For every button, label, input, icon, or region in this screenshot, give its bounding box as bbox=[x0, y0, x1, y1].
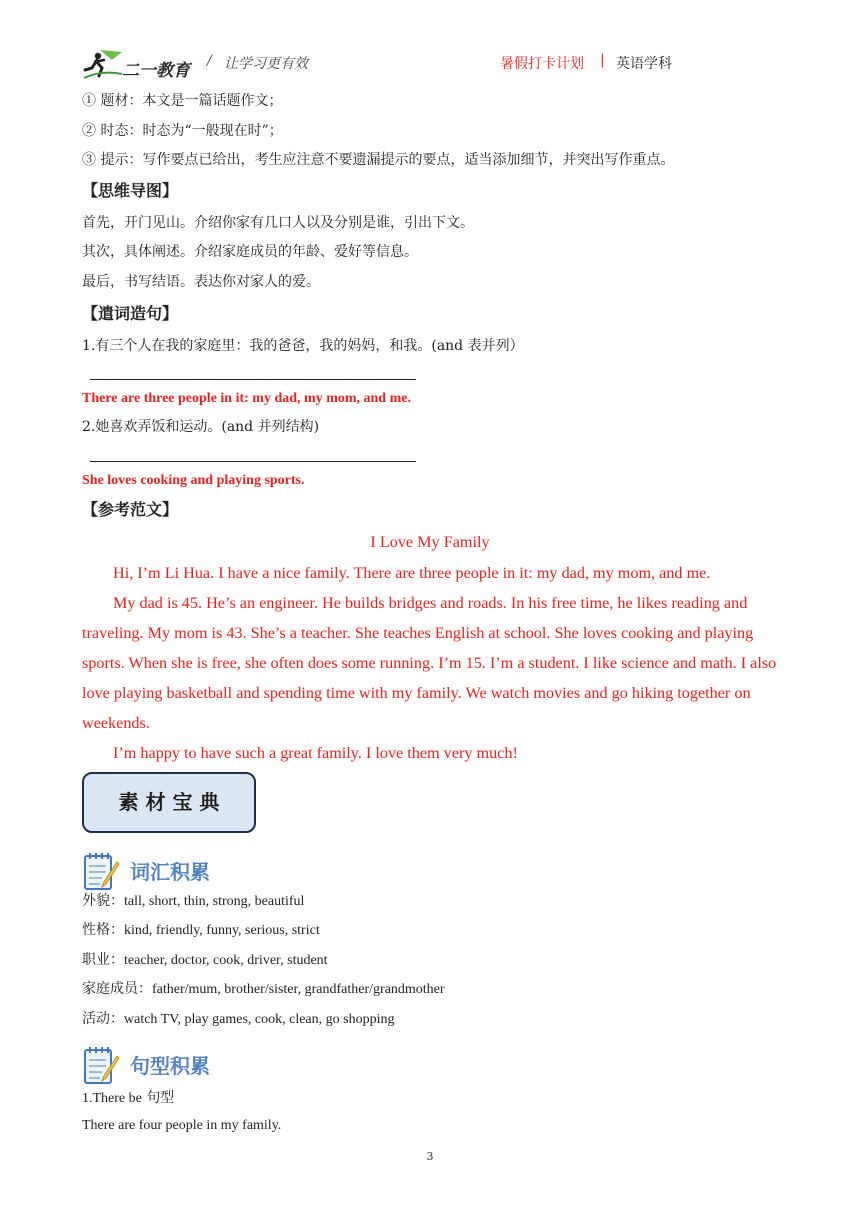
header-divider: | bbox=[600, 52, 605, 68]
note-topic: ① 题材：本文是一篇话题作文； bbox=[82, 93, 283, 109]
page-number: 3 bbox=[426, 1150, 434, 1163]
essay-paragraph: My dad is 45. He’s an engineer. He builds bridges and roads. In his free time, he likes reading and traveling. My mom is 43. She’s a teacher. She teaches English at school. She loves cooking and playing sports. When she is free, she often does some running. I’m 15. I’m a student. I like science and math. I also love playing basketball and spending time with my family. We watch movies and go hiking together on weekends. bbox=[82, 594, 777, 732]
header-plan: 暑假打卡计划 bbox=[500, 56, 584, 72]
answer-blank bbox=[90, 461, 416, 462]
pattern-example: There are four people in my family. bbox=[82, 1118, 282, 1133]
note-hint: ③ 提示：写作要点已给出，考生应注意不要遗漏提示的要点，适当添加细节，并突出写作重点。 bbox=[82, 152, 675, 168]
mind-map-heading: 【思维导图】 bbox=[82, 181, 179, 200]
vocab-row bbox=[82, 951, 328, 970]
vocabulary-heading: 词汇积累 bbox=[130, 860, 210, 884]
material-box-label: 素 材 宝 典 bbox=[118, 790, 220, 814]
vocab-words: teacher, doctor, cook, driver, student bbox=[124, 953, 328, 968]
brand-name: 二一教育 bbox=[122, 61, 190, 81]
vocab-words: tall, short, thin, strong, beautiful bbox=[124, 894, 305, 909]
vocab-row bbox=[82, 921, 320, 940]
essay-paragraph: I’m happy to have such a great family. I love them very much! bbox=[113, 744, 518, 762]
note-tense: ② 时态：时态为“一般现在时”； bbox=[82, 123, 283, 139]
mind-map-line: 其次，具体阐述。介绍家庭成员的年龄、爱好等信息。 bbox=[82, 244, 418, 260]
vocab-words: father/mum, brother/sister, grandfather/grandmother bbox=[152, 982, 445, 997]
mind-map-line: 首先，开门见山。介绍你家有几口人以及分别是谁，引出下文。 bbox=[82, 215, 474, 231]
vocab-words: watch TV, play games, cook, clean, go shopping bbox=[124, 1012, 395, 1027]
sample-essay-heading: 【参考范文】 bbox=[82, 500, 179, 519]
pattern-label bbox=[82, 1089, 174, 1108]
vocab-label: 活动： bbox=[82, 1011, 124, 1027]
essay-title: I Love My Family bbox=[370, 533, 490, 551]
answer-blank bbox=[90, 379, 416, 380]
pattern-label-cn: 句型 bbox=[146, 1090, 175, 1106]
notepad-pencil-icon bbox=[82, 850, 122, 892]
logo-runner-icon bbox=[82, 48, 126, 82]
material-box bbox=[82, 772, 256, 833]
vocab-row bbox=[82, 892, 304, 911]
vocab-label: 外貌： bbox=[82, 893, 124, 909]
sentence-answer: There are three people in it: my dad, my mom, and me. bbox=[82, 391, 411, 406]
essay-body bbox=[82, 558, 782, 768]
essay-paragraph: Hi, I’m Li Hua. I have a nice family. There are three people in it: my dad, my mom, and me. bbox=[113, 564, 711, 582]
vocab-words: kind, friendly, funny, serious, strict bbox=[124, 923, 320, 938]
header bbox=[82, 48, 682, 82]
pattern-label-en: 1.There be bbox=[82, 1091, 142, 1106]
sentence-making-heading: 【遣词造句】 bbox=[82, 304, 179, 323]
vocab-label: 性格： bbox=[82, 922, 124, 938]
sentence-pattern-heading: 句型积累 bbox=[130, 1054, 210, 1078]
sentence-prompt: 1.有三个人在我的家庭里：我的爸爸，我的妈妈，和我。(and 表并列） bbox=[82, 338, 524, 354]
header-slash: / bbox=[207, 53, 212, 69]
notepad-pencil-icon bbox=[82, 1044, 122, 1086]
sentence-answer: She loves cooking and playing sports. bbox=[82, 473, 305, 488]
vocab-label: 家庭成员： bbox=[82, 981, 152, 997]
header-slogan: 让学习更有效 bbox=[224, 56, 308, 72]
vocab-row bbox=[82, 980, 445, 999]
header-subject: 英语学科 bbox=[616, 56, 672, 72]
vocab-row bbox=[82, 1010, 394, 1029]
vocab-label: 职业： bbox=[82, 952, 124, 968]
sentence-prompt: 2.她喜欢弄饭和运动。(and 并列结构) bbox=[82, 419, 320, 435]
mind-map-line: 最后，书写结语。表达你对家人的爱。 bbox=[82, 274, 320, 290]
